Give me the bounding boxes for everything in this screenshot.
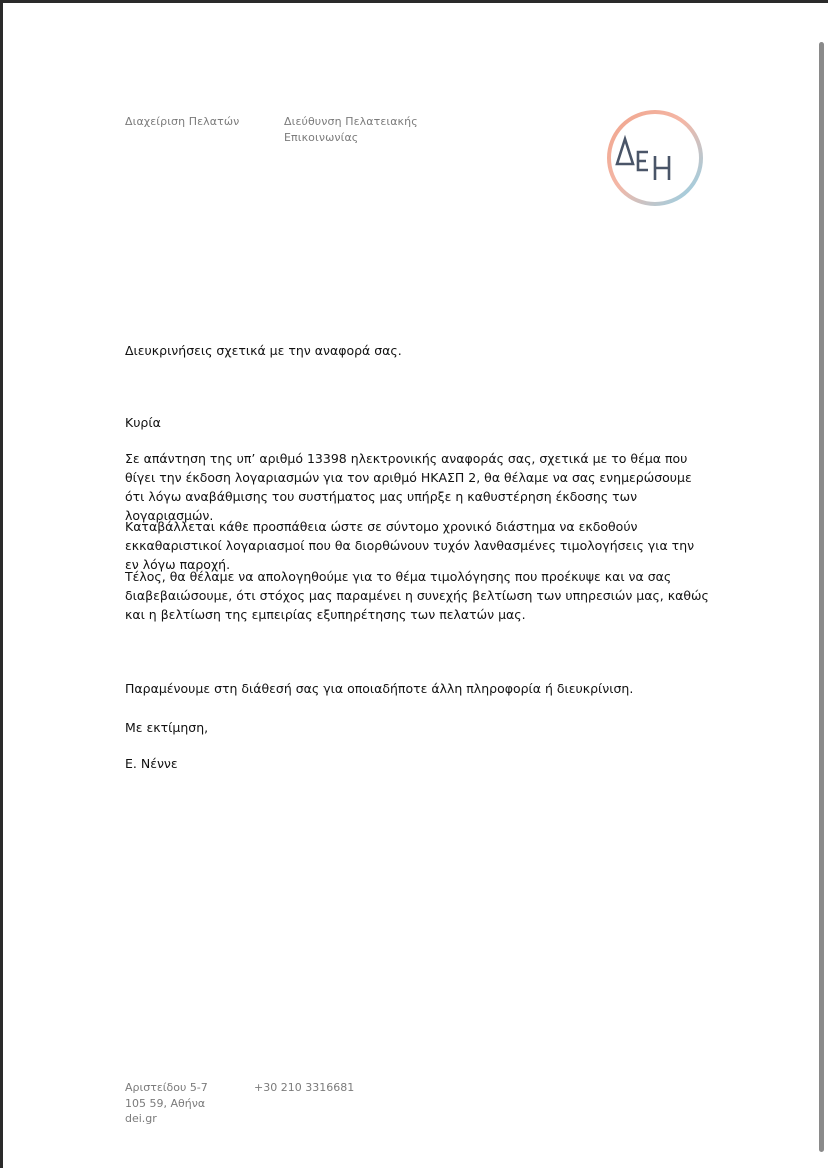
- vertical-scrollbar[interactable]: [819, 42, 824, 1152]
- footer-website[interactable]: dei.gr: [125, 1112, 157, 1125]
- header-department: Διαχείριση Πελατών: [125, 115, 240, 128]
- letter-closing: Με εκτίμηση,: [125, 720, 209, 735]
- footer-address: [125, 1080, 208, 1127]
- footer-city: 105 59, Αθήνα: [125, 1096, 206, 1110]
- letter-paragraph-1: Σε απάντηση της υπ’ αριθμό 13398 ηλεκτρονικής αναφοράς σας, σχετικά με το θέμα που θίγει την έκδοση λογαριασμών για τον αριθμό ΗΚΑΣΠ 2, θα θέλαμε να σας ενημερώσουμε ότι λόγω αναβάθμισης του συστήματος μας υπήρξε η καθυστέρηση έκδοσης των λογαριασμών.: [125, 451, 692, 523]
- letter-paragraph-2: Καταβάλλεται κάθε προσπάθεια ώστε σε σύντομο χρονικό διάστημα να εκδοθούν εκκαθαριστικοί λογαριασμοί που θα διορθώνουν τυχόν λανθασμένες τιμολογήσεις για την εν λόγω παροχή.: [125, 519, 695, 572]
- header-division: [284, 114, 424, 146]
- page-edge-left: [0, 0, 3, 1168]
- letter-subject: Διευκρινήσεις σχετικά με την αναφορά σας.: [125, 343, 402, 358]
- header-division-line1: Διεύθυνση Πελατειακής: [284, 115, 418, 128]
- logo-letters: [617, 139, 669, 180]
- dei-logo: [605, 108, 705, 208]
- page-edge-top: [0, 0, 828, 3]
- footer-street: Αριστείδου 5-7: [125, 1081, 208, 1094]
- letter-greeting: Κυρία: [125, 415, 161, 430]
- letter-paragraph-4: Παραμένουμε στη διάθεσή σας για οποιαδήποτε άλλη πληροφορία ή διευκρίνιση.: [125, 681, 634, 696]
- header-division-line2: Επικοινωνίας: [284, 131, 359, 144]
- letter-paragraph-3: Τέλος, θα θέλαμε να απολογηθούμε για το θέμα τιμολόγησης που προέκυψε και να σας διαβεβαιώσουμε, ότι στόχος μας παραμένει η συνεχής βελτίωση των υπηρεσιών μας, καθώς και η βελτίωση της εμπειρίας εξυπηρέτησης των πελατών μας.: [125, 569, 709, 622]
- letter-signature: Ε. Νέννε: [125, 756, 178, 771]
- footer-phone: +30 210 3316681: [254, 1081, 355, 1094]
